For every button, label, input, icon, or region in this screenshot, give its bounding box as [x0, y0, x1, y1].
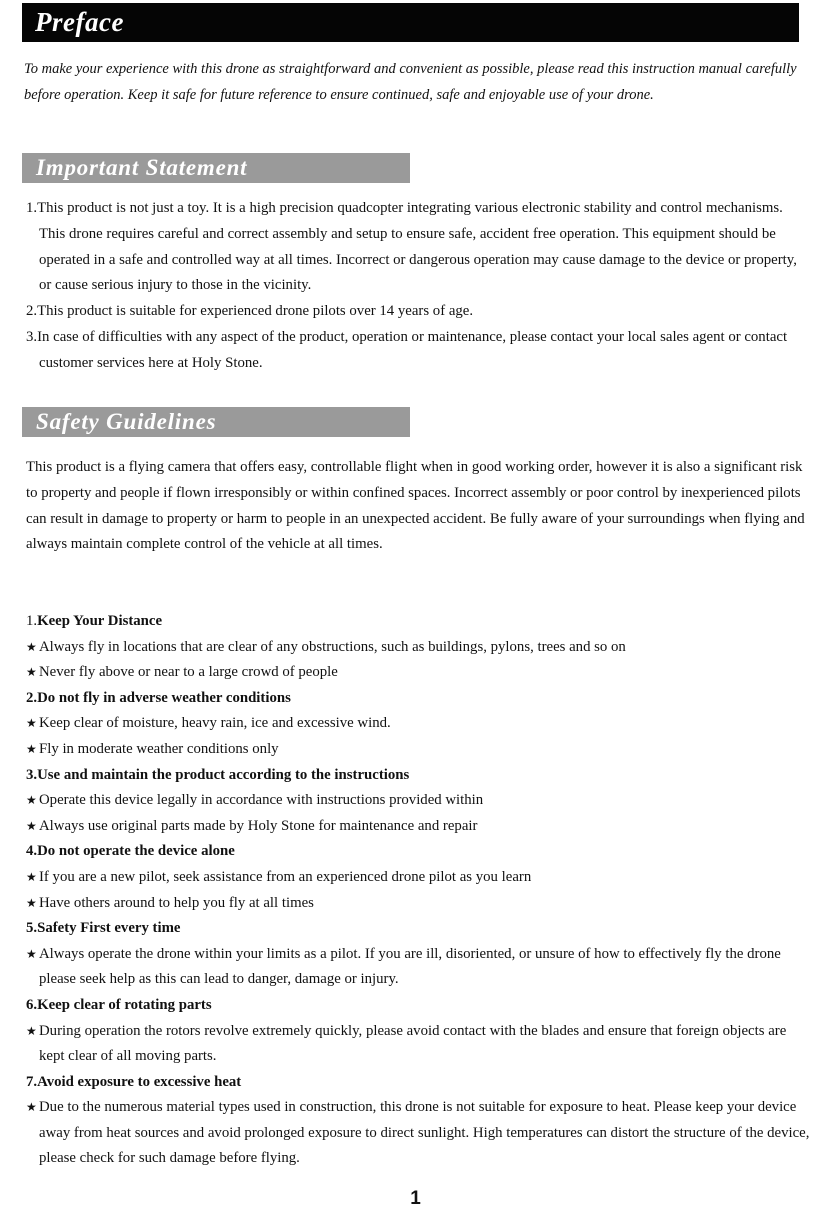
rule-heading: [26, 763, 810, 789]
rule-bullet: [26, 660, 810, 686]
rule-title: Do not operate the device alone: [37, 843, 235, 860]
star-bullet-icon: ★: [26, 946, 37, 961]
statement-item: 3.In case of difficulties with any aspect of the product, operation or maintenance, please contact your local sales agent or contact customer services here at Holy Stone.: [26, 328, 788, 371]
rule-number: 6.: [26, 996, 38, 1013]
star-bullet-icon: ★: [26, 1100, 37, 1115]
rule-number: 1.: [26, 613, 38, 629]
star-bullet-icon: ★: [26, 895, 37, 910]
bullet-text: Operate this device legally in accordance with instructions provided within: [39, 792, 484, 809]
bullet-text: Always operate the drone within your limits as a pilot. If you are ill, disoriented, or unsure of how to effectively fly the drone please seek help as this can lead to danger, damage or injury.: [39, 945, 781, 988]
rule-bullet: [26, 814, 810, 840]
rule-number: 4.: [26, 843, 38, 860]
bullet-text: Fly in moderate weather conditions only: [39, 740, 279, 757]
rule-bullet: [26, 737, 810, 763]
bullet-text: Never fly above or near to a large crowd of people: [39, 664, 338, 681]
rule-number: 5.: [26, 920, 38, 937]
star-bullet-icon: ★: [26, 639, 37, 654]
rule-heading: [26, 839, 810, 865]
statement-item: 1.This product is not just a toy. It is a high precision quadcopter integrating various electronic stability and control mechanisms. This drone requires careful and correct assembly and setup to ensure safe, accident free operation. This equipment should be operated in a safe and controlled way at all times. Incorrect or dangerous operation may cause damage to the device or property, or cause serious injury to those in the vicinity.: [26, 200, 797, 294]
rule-number: 2.: [26, 689, 38, 706]
safety-rules-list: [26, 609, 810, 1172]
star-bullet-icon: ★: [26, 1023, 37, 1038]
rule-title: Use and maintain the product according to the instructions: [37, 766, 410, 783]
rule-heading: [26, 916, 810, 942]
rule-heading: [26, 1070, 810, 1096]
preface-intro: To make your experience with this drone as straightforward and convenient as possible, please read this instruction manual carefully before operation. Keep it safe for future reference to ensure continued, safe and enjoyable use of your drone.: [24, 61, 797, 103]
star-bullet-icon: ★: [26, 869, 37, 884]
rule-bullet: [26, 788, 810, 814]
bullet-text: Have others around to help you fly at all times: [39, 894, 314, 911]
bullet-text: During operation the rotors revolve extremely quickly, please avoid contact with the blades and ensure that foreign objects are kept clear of all moving parts.: [39, 1022, 787, 1065]
star-bullet-icon: ★: [26, 741, 37, 756]
rule-title: Safety First every time: [37, 920, 181, 937]
rule-heading: [26, 686, 810, 712]
star-bullet-icon: ★: [26, 793, 37, 808]
rule-title: Do not fly in adverse weather conditions: [37, 689, 291, 706]
rule-heading: [26, 609, 810, 635]
rule-number: 7.: [26, 1073, 38, 1090]
rule-bullet: [26, 865, 810, 891]
star-bullet-icon: ★: [26, 665, 37, 680]
safety-intro: This product is a flying camera that offers easy, controllable flight when in good working order, however it is also a significant risk to property and people if flown irresponsibly or within confined spaces. Incorrect assembly or poor control by inexperienced pilots can result in damage to property or harm to people in an unexpected accident. Be fully aware of your surroundings when flying and always maintain complete control of the vehicle at all times.: [26, 459, 805, 553]
rule-title: Keep Your Distance: [37, 613, 163, 629]
important-statement-list: [26, 196, 806, 377]
bullet-text: Keep clear of moisture, heavy rain, ice and excessive wind.: [39, 715, 391, 732]
important-statement-heading: Important Statement: [22, 153, 410, 183]
rule-bullet: [26, 1019, 810, 1070]
rule-title: Avoid exposure to excessive heat: [37, 1073, 242, 1090]
rule-number: 3.: [26, 766, 38, 783]
bullet-text: Always use original parts made by Holy Stone for maintenance and repair: [39, 817, 478, 834]
page-number: 1: [410, 1188, 421, 1209]
bullet-text: Always fly in locations that are clear of any obstructions, such as buildings, pylons, trees and so on: [39, 638, 626, 655]
preface-title: Preface: [22, 3, 799, 42]
star-bullet-icon: ★: [26, 716, 37, 731]
statement-item: 2.This product is suitable for experienced drone pilots over 14 years of age.: [26, 303, 474, 320]
rule-bullet: [26, 942, 810, 993]
rule-bullet: [26, 1095, 810, 1172]
rule-bullet: [26, 891, 810, 917]
rule-heading: [26, 993, 810, 1019]
safety-guidelines-heading: Safety Guidelines: [22, 407, 410, 437]
rule-title: Keep clear of rotating parts: [37, 996, 212, 1013]
bullet-text: Due to the numerous material types used in construction, this drone is not suitable for exposure to heat. Please keep your device away from heat sources and avoid prolonged exposure to direct sunlight. High temperatures can distort the structure of the device, please check for such damage before flying.: [39, 1099, 810, 1167]
bullet-text: If you are a new pilot, seek assistance from an experienced drone pilot as you learn: [39, 868, 532, 885]
rule-bullet: [26, 711, 810, 737]
star-bullet-icon: ★: [26, 818, 37, 833]
rule-bullet: [26, 635, 810, 661]
